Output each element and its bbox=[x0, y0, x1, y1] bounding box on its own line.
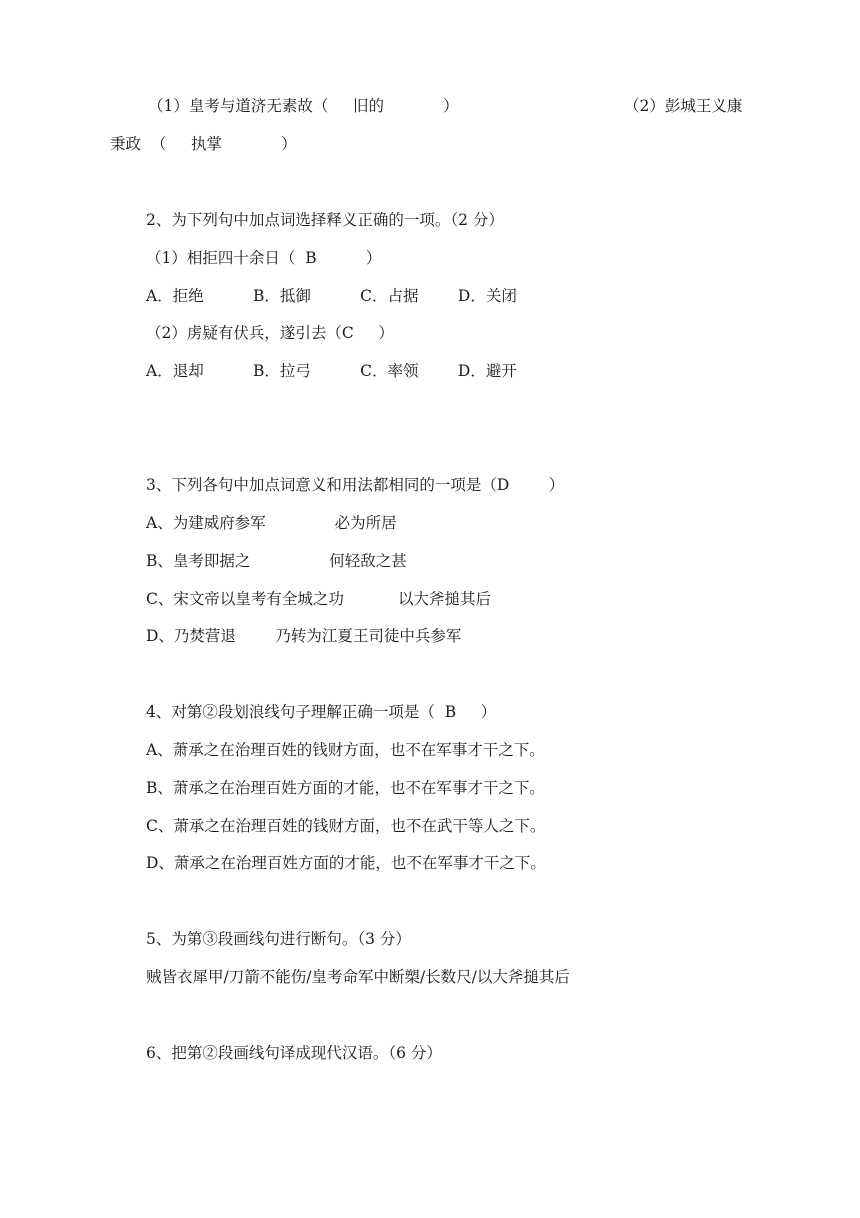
q5-answer: 贼皆衣犀甲/刀箭不能伤/皇考命军中断槊/长数尺/以大斧搥其后 bbox=[146, 968, 570, 986]
q2-stem: 2、为下列句中加点词选择释义正确的一项。（2 分） bbox=[146, 211, 504, 229]
q4-stem: 4、对第②段划浪线句子理解正确一项是（ B ） bbox=[146, 703, 497, 721]
q2-sub1-options: A．拒绝 B．抵御 C．占据 D．关闭 bbox=[146, 287, 517, 305]
q6-stem: 6、把第②段画线句译成现代汉语。（6 分） bbox=[146, 1044, 442, 1062]
q3-option-c: C、宋文帝以皇考有全城之功 以大斧搥其后 bbox=[146, 590, 492, 608]
q2-sub2-options: A．退却 B．拉弓 C．率领 D．避开 bbox=[146, 362, 517, 380]
q4-option-a: A、萧承之在治理百姓的钱财方面，也不在军事才干之下。 bbox=[146, 741, 545, 759]
q2-sub2: （2）虏疑有伏兵，遂引去（C ） bbox=[146, 324, 394, 342]
q2-sub1: （1）相拒四十余日（ B ） bbox=[146, 249, 382, 267]
q3-option-a: A、为建威府参军 必为所居 bbox=[146, 514, 397, 532]
q3-stem: 3、下列各句中加点词意义和用法都相同的一项是（D ） bbox=[146, 476, 565, 494]
q4-option-b: B、萧承之在治理百姓方面的才能，也不在军事才干之下。 bbox=[146, 779, 545, 797]
q1-item2-continuation: 秉政 （ 执掌 ） bbox=[110, 135, 297, 153]
q4-option-d: D、萧承之在治理百姓方面的才能，也不在军事才干之下。 bbox=[146, 854, 546, 872]
q5-stem: 5、为第③段画线句进行断句。（3 分） bbox=[146, 930, 411, 948]
q1-item2: （2）彭城王义康 bbox=[624, 97, 743, 115]
q3-option-d: D、乃焚营退 乃转为江夏王司徒中兵参军 bbox=[146, 627, 462, 645]
q4-option-c: C、萧承之在治理百姓的钱财方面，也不在武干等人之下。 bbox=[146, 817, 546, 835]
q1-item1: （1）皇考与道济无素故（ 旧的 ） bbox=[148, 97, 459, 115]
q3-option-b: B、皇考即据之 何轻敌之甚 bbox=[146, 552, 407, 570]
